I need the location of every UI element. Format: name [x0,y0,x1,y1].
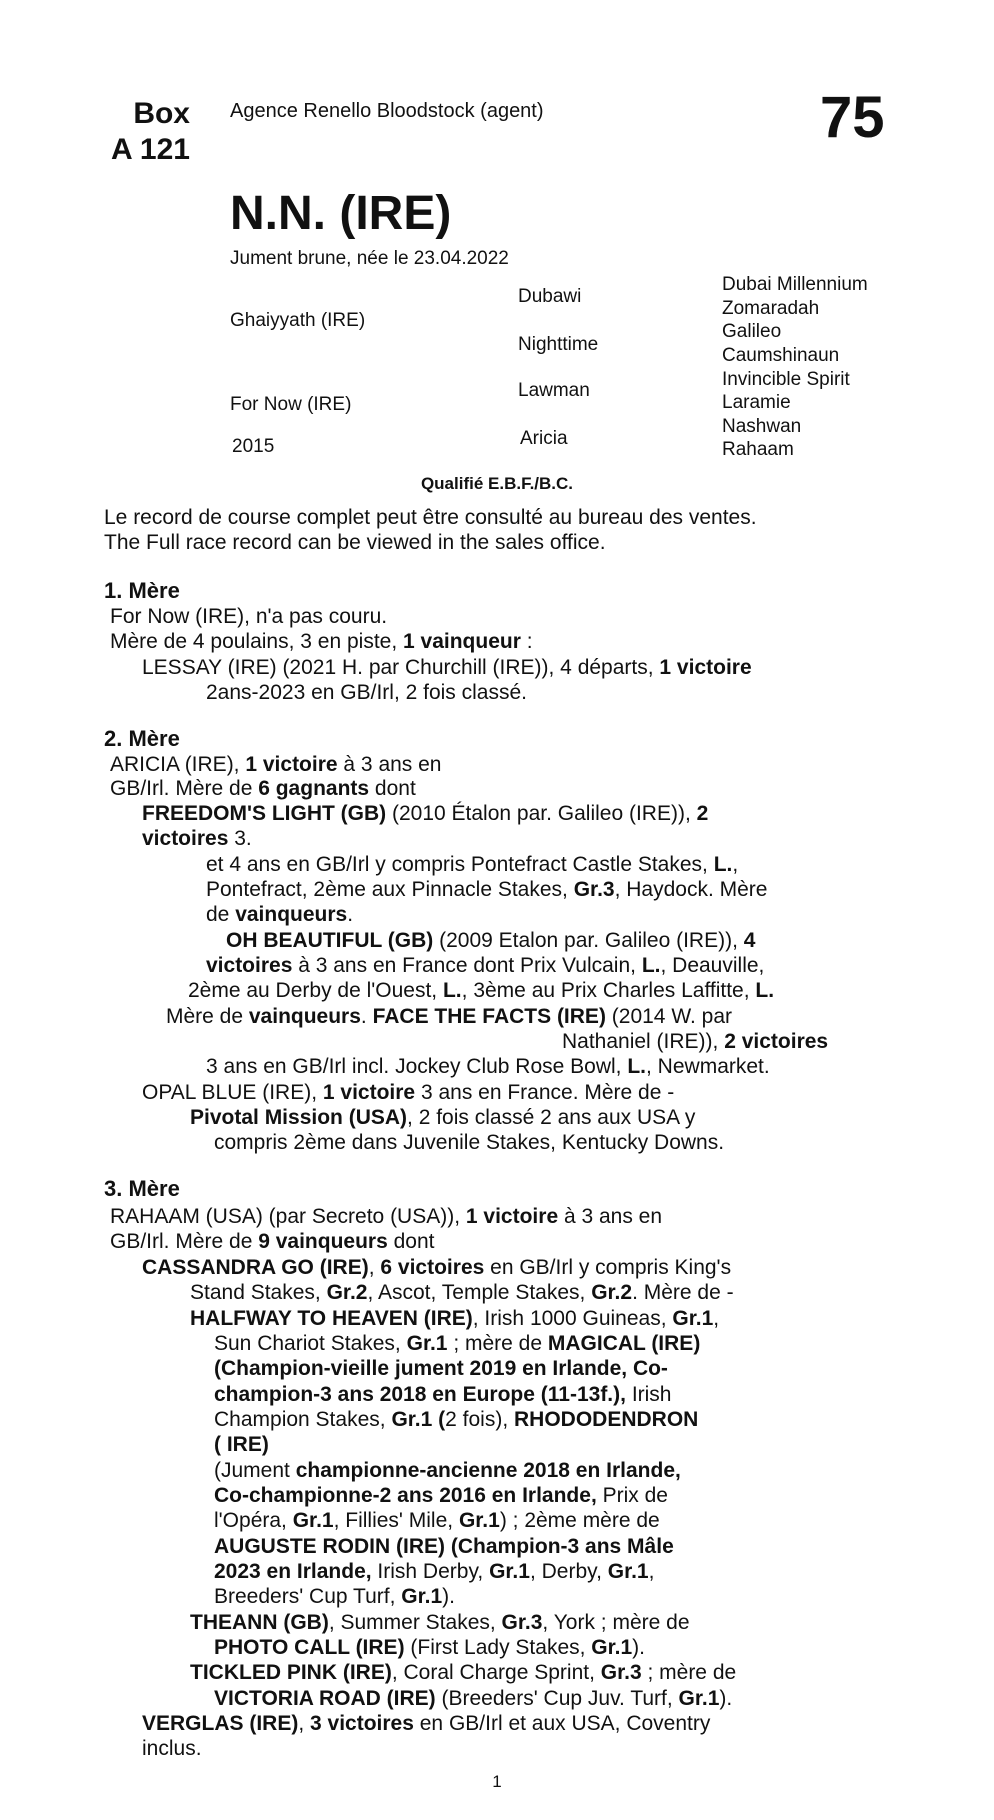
pedigree-gen3: Rahaam [722,439,794,460]
text-line: For Now (IRE), n'a pas couru. [110,605,388,628]
pedigree-sire: Ghaiyyath (IRE) [230,310,366,331]
text-line: l'Opéra, Gr.1, Fillies' Mile, Gr.1) ; 2ème mère de [214,1509,660,1532]
text-line: 2023 en Irlande, Irish Derby, Gr.1, Derby, Gr.1, [214,1560,655,1583]
box-label-text: Box [133,97,190,130]
box-number: A 121 [111,133,190,166]
text-line: GB/Irl. Mère de 6 gagnants dont [110,777,416,800]
note-fr: Le record de course complet peut être consulté au bureau des ventes. [104,506,757,529]
text-line: Stand Stakes, Gr.2, Ascot, Temple Stakes, Gr.2. Mère de - [190,1281,734,1304]
pedigree-gen3: Dubai Millennium [722,274,868,295]
text-line: ( IRE) [214,1433,269,1456]
text-line: Pivotal Mission (USA), 2 fois classé 2 ans aux USA y [190,1106,696,1129]
text-line: 2ème au Derby de l'Ouest, L., 3ème au Prix Charles Laffitte, L. [188,979,775,1002]
pedigree-gen2: Nighttime [518,334,599,355]
section-title: 3. Mère [104,1176,180,1201]
text-line: LESSAY (IRE) (2021 H. par Churchill (IRE)), 4 départs, 1 victoire [142,656,752,679]
sales-office-note [104,505,757,555]
text-line: GB/Irl. Mère de 9 vainqueurs dont [110,1230,435,1253]
text-line: OPAL BLUE (IRE), 1 victoire 3 ans en France. Mère de - [142,1081,675,1104]
lot-number: 75 [820,85,885,150]
pedigree-gen2: Dubawi [518,286,582,307]
text-line: Sun Chariot Stakes, Gr.1 ; mère de MAGICAL (IRE) [214,1332,701,1355]
pedigree-gen3: Zomaradah [722,298,820,319]
pedigree-gen3: Nashwan [722,416,802,437]
horse-description: Jument brune, née le 23.04.2022 [230,248,509,269]
text-line: VICTORIA ROAD (IRE) (Breeders' Cup Juv. Turf, Gr.1). [214,1687,733,1710]
pedigree-gen2: Lawman [518,380,590,401]
text-line: Pontefract, 2ème aux Pinnacle Stakes, Gr.3, Haydock. Mère [206,878,768,901]
text-line: champion-3 ans 2018 en Europe (11-13f.), Irish [214,1383,672,1406]
section-title: 1. Mère [104,578,180,603]
text-line: PHOTO CALL (IRE) (First Lady Stakes, Gr.1). [214,1636,645,1659]
section-title: 2. Mère [104,726,180,751]
text-line: RAHAAM (USA) (par Secreto (USA)), 1 victoire à 3 ans en [110,1205,663,1228]
text-line: victoires à 3 ans en France dont Prix Vulcain, L., Deauville, [206,954,765,977]
text-line: inclus. [142,1737,202,1760]
text-line: VERGLAS (IRE), 3 victoires en GB/Irl et aux USA, Coventry [142,1712,711,1735]
text-line: Co-championne-2 ans 2016 en Irlande, Prix de [214,1484,668,1507]
text-line: ARICIA (IRE), 1 victoire à 3 ans en [110,753,442,776]
text-line: Champion Stakes, Gr.1 (2 fois), RHODODENDRON [214,1408,699,1431]
text-line: victoires 3. [142,827,252,850]
text-line: 3 ans en GB/Irl incl. Jockey Club Rose Bowl, L., Newmarket. [206,1055,770,1078]
text-line: AUGUSTE RODIN (IRE) (Champion-3 ans Mâle [214,1535,674,1558]
pedigree-gen3: Caumshinaun [722,345,840,366]
pedigree-gen2: Aricia [520,428,568,449]
text-line: TICKLED PINK (IRE), Coral Charge Sprint, Gr.3 ; mère de [190,1661,737,1684]
horse-name: N.N. (IRE) [230,187,452,240]
text-line: Mère de 4 poulains, 3 en piste, 1 vainqueur : [110,630,533,653]
text-line: et 4 ans en GB/Irl y compris Pontefract Castle Stakes, L., [206,853,739,876]
pedigree-gen3: Galileo [722,321,782,342]
text-line: compris 2ème dans Juvenile Stakes, Kentucky Downs. [214,1131,725,1154]
agent-name: Agence Renello Bloodstock (agent) [230,100,544,122]
text-line: HALFWAY TO HEAVEN (IRE), Irish 1000 Guineas, Gr.1, [190,1307,720,1330]
text-line: (Jument championne-ancienne 2018 en Irlande, [214,1459,681,1482]
text-line: (Champion-vieille jument 2019 en Irlande, Co- [214,1357,668,1380]
text-line: de vainqueurs. [206,903,354,926]
text-line: 2ans-2023 en GB/Irl, 2 fois classé. [206,681,527,704]
text-line: OH BEAUTIFUL (GB) (2009 Etalon par. Galileo (IRE)), 4 [226,929,756,952]
pedigree-dam: For Now (IRE) [230,394,352,415]
qualification: Qualifié E.B.F./B.C. [420,474,574,493]
pedigree-dam-year: 2015 [232,436,275,457]
pedigree-gen3: Laramie [722,392,791,413]
text-line: THEANN (GB), Summer Stakes, Gr.3, York ; mère de [190,1611,690,1634]
text-line: Nathaniel (IRE)), 2 victoires [562,1030,829,1053]
text-line: Breeders' Cup Turf, Gr.1). [214,1585,455,1608]
page-number: 1 [492,1772,502,1791]
box-label [104,96,190,168]
text-line: FREEDOM'S LIGHT (GB) (2010 Étalon par. Galileo (IRE)), 2 [142,802,709,825]
text-line: CASSANDRA GO (IRE), 6 victoires en GB/Irl y compris King's [142,1256,732,1279]
note-en: The Full race record can be viewed in the sales office. [104,531,606,554]
text-line: Mère de vainqueurs. FACE THE FACTS (IRE) (2014 W. par [166,1005,732,1028]
pedigree-gen3: Invincible Spirit [722,369,850,390]
